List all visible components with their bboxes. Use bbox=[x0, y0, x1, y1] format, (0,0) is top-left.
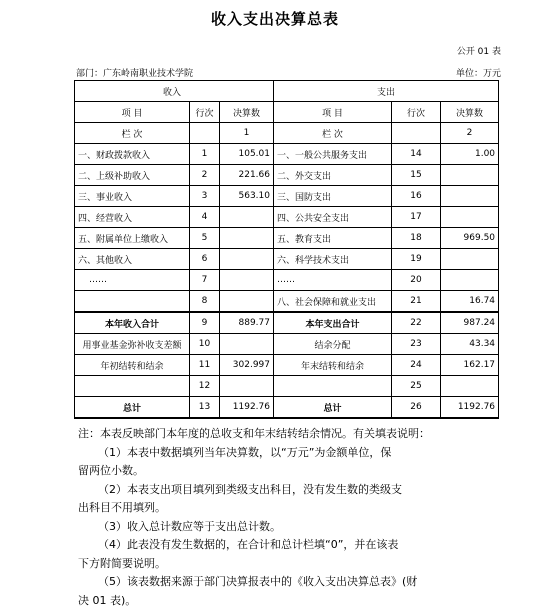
income-amount-header: 决算数 bbox=[220, 102, 274, 123]
income-amount bbox=[220, 291, 274, 313]
income-item: 四、经营收入 bbox=[75, 207, 190, 228]
expense-amount bbox=[441, 165, 499, 186]
note-line: （4）此表没有发生数据的，在合计和总计栏填“0”，并在该表 bbox=[78, 536, 504, 555]
income-row-no: 5 bbox=[190, 228, 220, 249]
expense-row-no: 21 bbox=[392, 291, 441, 313]
expense-amount: 43.34 bbox=[441, 334, 499, 355]
expense-row-no: 19 bbox=[392, 249, 441, 270]
note-line: 留两位小数。 bbox=[78, 462, 504, 481]
expense-row-no: 26 bbox=[392, 397, 441, 419]
income-item: 一、财政拨款收入 bbox=[75, 144, 190, 165]
expense-row-no: 17 bbox=[392, 207, 441, 228]
expense-amount: 16.74 bbox=[441, 291, 499, 313]
section-header-row bbox=[75, 81, 499, 102]
expense-row-no: 15 bbox=[392, 165, 441, 186]
expense-item: 四、公共安全支出 bbox=[274, 207, 392, 228]
expense-grand-total: 1192.76 bbox=[441, 397, 499, 419]
expense-amount: 969.50 bbox=[441, 228, 499, 249]
expense-row-no: 18 bbox=[392, 228, 441, 249]
expense-item: 二、外交支出 bbox=[274, 165, 392, 186]
note-line: 出科目不用填列。 bbox=[78, 499, 504, 518]
column-header-row bbox=[75, 102, 499, 123]
table-row bbox=[75, 270, 499, 291]
income-item-header: 项 目 bbox=[75, 102, 190, 123]
expense-item bbox=[274, 376, 392, 397]
expense-col-label: 栏 次 bbox=[274, 123, 392, 144]
income-row-no: 10 bbox=[190, 334, 220, 355]
expense-row-no: 14 bbox=[392, 144, 441, 165]
income-col-label: 栏 次 bbox=[75, 123, 190, 144]
income-row-no: 2 bbox=[190, 165, 220, 186]
expense-item: 三、国防支出 bbox=[274, 186, 392, 207]
income-row-no-header: 行次 bbox=[190, 102, 220, 123]
income-amount bbox=[220, 270, 274, 291]
expense-item: 六、科学技术支出 bbox=[274, 249, 392, 270]
income-row-no: 13 bbox=[190, 397, 220, 419]
detail-rows bbox=[75, 144, 499, 313]
expense-amount bbox=[441, 249, 499, 270]
income-grand-total-label: 总计 bbox=[75, 397, 190, 419]
table-row bbox=[75, 186, 499, 207]
income-item: 年初结转和结余 bbox=[75, 355, 190, 376]
income-row-no: 4 bbox=[190, 207, 220, 228]
expense-item-header: 项 目 bbox=[274, 102, 392, 123]
income-amount: 105.01 bbox=[220, 144, 274, 165]
table-row bbox=[75, 355, 499, 376]
income-row-no: 8 bbox=[190, 291, 220, 313]
note-line: （2）本表支出项目填列到类级支出科目，没有发生数的类级支 bbox=[78, 481, 504, 500]
income-section-header: 收入 bbox=[75, 81, 274, 102]
income-amount bbox=[220, 334, 274, 355]
note-line: 注：本表反映部门本年度的总收支和年末结转结余情况。有关填表说明： bbox=[78, 425, 504, 444]
income-total-label: 本年收入合计 bbox=[75, 312, 190, 334]
expense-item: …… bbox=[274, 270, 392, 291]
income-amount bbox=[220, 376, 274, 397]
expense-total-label: 本年支出合计 bbox=[274, 312, 392, 334]
table-row bbox=[75, 228, 499, 249]
income-amount: 221.66 bbox=[220, 165, 274, 186]
department-label: 部门：广东岭南职业技术学院 bbox=[76, 66, 193, 79]
note-line: （3）收入总计数应等于支出总计数。 bbox=[78, 518, 504, 537]
expense-row-no: 16 bbox=[392, 186, 441, 207]
expense-row-no: 22 bbox=[392, 312, 441, 334]
income-item: 二、上级补助收入 bbox=[75, 165, 190, 186]
expense-amount bbox=[441, 270, 499, 291]
column-index-row bbox=[75, 123, 499, 144]
expense-item: 年末结转和结余 bbox=[274, 355, 392, 376]
note-line: 下方附简要说明。 bbox=[78, 555, 504, 574]
table-row bbox=[75, 291, 499, 313]
income-row-no: 11 bbox=[190, 355, 220, 376]
income-row-no: 9 bbox=[190, 312, 220, 334]
expense-amount: 987.24 bbox=[441, 312, 499, 334]
income-row-no: 6 bbox=[190, 249, 220, 270]
income-amount: 889.77 bbox=[220, 312, 274, 334]
notes-section bbox=[78, 425, 504, 610]
unit-label: 单位：万元 bbox=[456, 66, 501, 79]
income-amount: 302.997 bbox=[220, 355, 274, 376]
income-item bbox=[75, 291, 190, 313]
income-amount: 563.10 bbox=[220, 186, 274, 207]
expense-section-header: 支出 bbox=[274, 81, 499, 102]
subtotal-row bbox=[75, 312, 499, 334]
expense-row-no: 25 bbox=[392, 376, 441, 397]
income-item: 五、附属单位上缴收入 bbox=[75, 228, 190, 249]
expense-amount: 1.00 bbox=[441, 144, 499, 165]
income-amount bbox=[220, 228, 274, 249]
document-title: 收入支出决算总表 bbox=[0, 8, 550, 29]
table-row bbox=[75, 376, 499, 397]
income-expense-table bbox=[74, 80, 499, 419]
income-row-no: 12 bbox=[190, 376, 220, 397]
income-amount bbox=[220, 207, 274, 228]
expense-row-no: 20 bbox=[392, 270, 441, 291]
income-row-no: 1 bbox=[190, 144, 220, 165]
table-row bbox=[75, 207, 499, 228]
expense-row-no-header: 行次 bbox=[392, 102, 441, 123]
expense-col-number: 2 bbox=[441, 123, 499, 144]
total-rows bbox=[75, 312, 499, 418]
expense-item: 八、社会保障和就业支出 bbox=[274, 291, 392, 313]
table-row bbox=[75, 249, 499, 270]
expense-amount bbox=[441, 376, 499, 397]
income-row-no: 3 bbox=[190, 186, 220, 207]
note-line: （5）该表数据来源于部门决算报表中的《收入支出决算总表》(财 bbox=[78, 573, 504, 592]
expense-amount bbox=[441, 207, 499, 228]
expense-grand-total-label: 总计 bbox=[274, 397, 392, 419]
expense-amount-header: 决算数 bbox=[441, 102, 499, 123]
income-grand-total: 1192.76 bbox=[220, 397, 274, 419]
expense-col-blank bbox=[392, 123, 441, 144]
expense-item: 一、一般公共服务支出 bbox=[274, 144, 392, 165]
expense-row-no: 24 bbox=[392, 355, 441, 376]
expense-item: 结余分配 bbox=[274, 334, 392, 355]
income-item bbox=[75, 376, 190, 397]
form-number: 公开 01 表 bbox=[457, 44, 501, 57]
income-col-number: 1 bbox=[220, 123, 274, 144]
income-item: …… bbox=[75, 270, 190, 291]
income-row-no: 7 bbox=[190, 270, 220, 291]
expense-amount: 162.17 bbox=[441, 355, 499, 376]
expense-row-no: 23 bbox=[392, 334, 441, 355]
note-line: 决 01 表)。 bbox=[78, 592, 504, 610]
income-amount bbox=[220, 249, 274, 270]
table-row bbox=[75, 165, 499, 186]
expense-item: 五、教育支出 bbox=[274, 228, 392, 249]
income-item: 三、事业收入 bbox=[75, 186, 190, 207]
grand-total-row bbox=[75, 397, 499, 419]
table-row bbox=[75, 334, 499, 355]
expense-amount bbox=[441, 186, 499, 207]
income-item: 用事业基金弥补收支差额 bbox=[75, 334, 190, 355]
income-item: 六、其他收入 bbox=[75, 249, 190, 270]
table-row bbox=[75, 144, 499, 165]
income-col-blank bbox=[190, 123, 220, 144]
note-line: （1）本表中数据填列当年决算数，以“万元”为金额单位，保 bbox=[78, 444, 504, 463]
